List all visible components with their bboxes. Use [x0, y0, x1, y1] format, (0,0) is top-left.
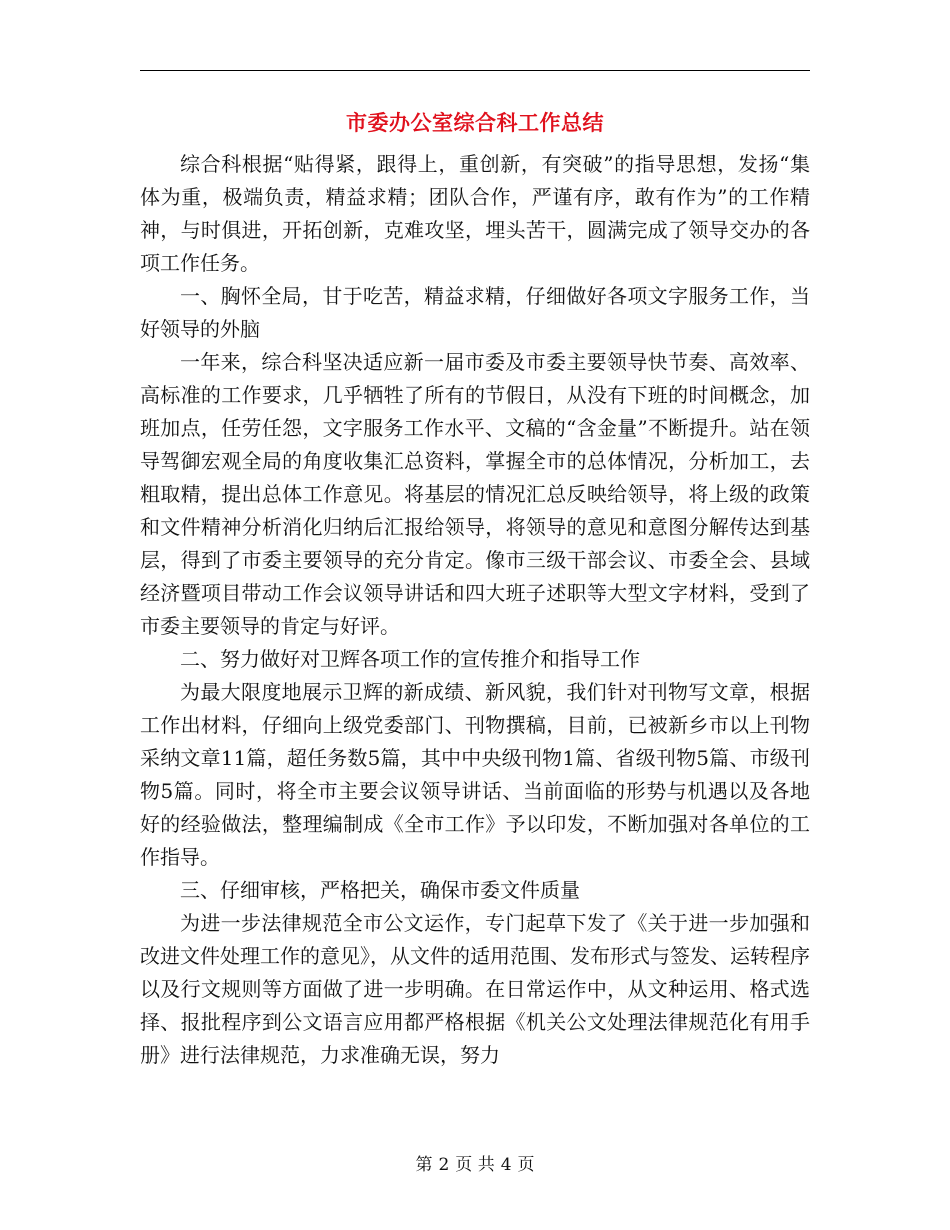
- paragraph-section-1: 一年来，综合科坚决适应新一届市委及市委主要领导快节奏、高效率、高标准的工作要求，几乎牺牲了所有的节假日，从没有下班的时间概念，加班加点，任劳任怨，文字服务工作水平、文稿的“含金量”不断提升。站在领导驾御宏观全局的角度收集汇总资料，掌握全市的总体情况，分析加工，去粗取精，提出总体工作意见。将基层的情况汇总反映给领导，将上级的政策和文件精神分析消化归纳后汇报给领导，将领导的意见和意图分解传达到基层，得到了市委主要领导的充分肯定。像市三级干部会议、市委全会、县域经济暨项目带动工作会议领导讲话和四大班子述职等大型文字材料，受到了市委主要领导的肯定与好评。: [140, 350, 810, 638]
- section-heading-3: 三、仔细审核，严格把关，确保市委文件质量: [180, 878, 580, 902]
- header-rule: [140, 70, 810, 71]
- paragraph-section-3: 为进一步法律规范全市公文运作，专门起草下发了《关于进一步加强和改进文件处理工作的意见》，从文件的适用范围、发布形式与签发、运转程序以及行文规则等方面做了进一步明确。在日常运作中，从文种运用、格式选择、报批程序到公文语言应用都严格根据《机关公文处理法律规范化有用手册》进行法律规范，力求准确无误，努力: [140, 911, 810, 1067]
- footer-page-number: 2: [438, 1155, 450, 1175]
- footer-suffix: 页: [517, 1155, 535, 1175]
- document-body: [140, 148, 810, 1072]
- footer-prefix: 第: [415, 1155, 433, 1175]
- paragraph-section-2: 为最大限度地展示卫辉的新成绩、新风貌，我们针对刊物写文章，根据工作出材料，仔细向上级党委部门、刊物撰稿，目前，已被新乡市以上刊物采纳文章11篇，超任务数5篇，其中中央级刊物1篇、省级刊物5篇、市级刊物5篇。同时，将全市主要会议领导讲话、当前面临的形势与机遇以及各地好的经验做法，整理编制成《全市工作》予以印发，不断加强对各单位的工作指导。: [140, 680, 810, 869]
- section-heading-1: 一、胸怀全局，甘于吃苦，精益求精，仔细做好各项文字服务工作，当好领导的外脑: [140, 284, 810, 341]
- page-footer: [140, 1153, 810, 1177]
- footer-middle: 页 共: [455, 1155, 495, 1175]
- footer-total-pages: 4: [500, 1155, 512, 1175]
- section-heading-2: 二、努力做好对卫辉各项工作的宣传推介和指导工作: [180, 647, 640, 671]
- document-title: 市委办公室综合科工作总结: [346, 111, 604, 135]
- paragraph-intro: 综合科根据“贴得紧，跟得上，重创新，有突破”的指导思想，发扬“集体为重，极端负责，精益求精；团队合作，严谨有序，敢有作为”的工作精神，与时俱进，开拓创新，克难攻坚，埋头苦干，圆满完成了领导交办的各项工作任务。: [140, 152, 810, 275]
